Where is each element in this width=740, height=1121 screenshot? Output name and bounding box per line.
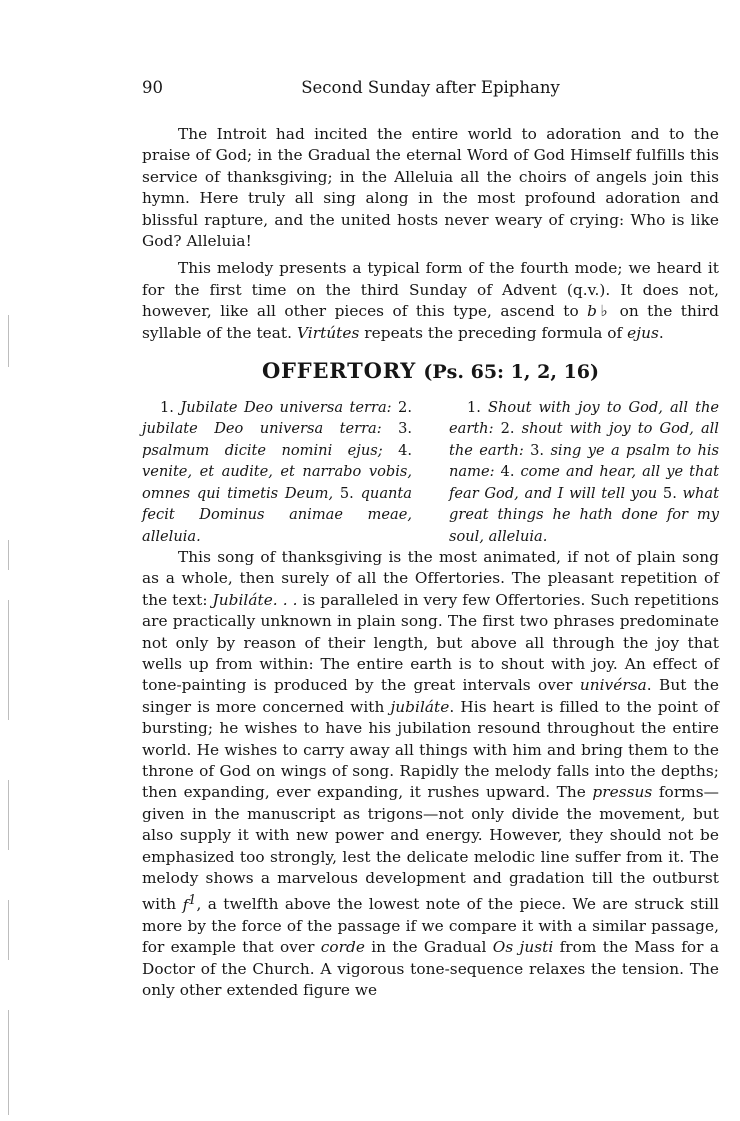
book-page [142,78,719,1002]
offertory-text-columns [142,397,719,547]
intro-section [142,124,719,344]
universa-term: univérsa [579,676,647,695]
offertory-heading [142,358,719,385]
pressus-term: pressus [592,783,653,802]
running-head [142,78,719,104]
margin-mark [8,315,9,367]
verse-number: 3. [398,420,412,438]
verse-number: 2. [500,420,522,438]
ejus-term: ejus [627,323,659,342]
verse-number: 5. [662,484,683,502]
margin-mark [8,600,9,720]
jubilate-term: Jubiláte. . . [212,590,298,609]
os-justi-term: Os justi [492,938,554,957]
verse-text: jubilate Deo universa terra: [142,420,399,438]
verse-text: Shout with joy to God, all the earth: [449,399,719,438]
margin-mark [8,780,9,850]
latin-text [142,397,412,547]
verse-number: 4. [500,463,521,481]
note-f1: $f^1$ [182,892,197,914]
running-title: Second Sunday after Epiphany [301,78,560,97]
paragraph-melody-mode: This melody presents a typical form of the fourth mode; we heard it for the first time on the third Sunday of Advent (q.v.). It does not, however, like all other pieces of this type, ascend to b♭ on the third syllable of the teat. Virtútes repeats the preceding formula of ejus. [142,259,719,342]
english-translation [449,397,719,547]
verse-text: what great things he hath done for my soul, alleluia. [449,484,719,545]
verse-number: 5. [339,484,361,502]
verse-text: sing ye a psalm to his name: [449,441,719,481]
verse-number: 1. [160,399,181,417]
page-number: 90 [142,78,163,97]
verse-number: 4. [398,441,412,459]
paragraph-introit-gradual: The Introit had incited the entire world to adoration and to the praise of God; in the Gradual the eternal Word of God Himself fulfills this service of thanksgiving; in the Alleluia all the choirs of angels join this hymn. Here truly all sing along in the most profound adoration and blissful rapture, and the united hosts never weary of crying: Who is like God? Alleluia! [142,125,719,251]
margin-mark [8,900,9,960]
corde-term: corde [320,938,365,957]
verse-text: venite, et audite, et narrabo vobis, omnes qui timetis Deum, [142,463,412,502]
paragraph-offertory-commentary: This song of thanksgiving is the most animated, if not of plain song as a whole, then surely of all the Offertories. The pleasant repetition of the text: Jubiláte. . . is paralleled in very few Offertories. Such repetitions are practically unknown in plain song. The first two phrases predominate not only by reason of their length, but above all through the joy that wells up from within: The entire earth is to shout with joy. An effect of tone-painting is produced by the great intervals over univérsa. But the singer is more concerned with jubiláte. His heart is filled to the point of bursting; he wishes to have his jubilation resound throughout the entire world. He wishes to carry away all things with him and bring them to the throne of God on wings of song. Rapidly the melody falls into the depths; then expanding, ever expanding, it rushes upward. The pressus forms—given in the manuscript as trigons—not only divide the movement, but also supply it with new power and energy. However, they should not be emphasized too strongly, lest the delicate melodic line suffer from it. The melody shows a marvelous development and gradation till the outburst with $f^1$, a twelfth above the lowest note of the piece. We are struck still more by the force of the passage if we compare it with a similar passage, for example that over corde in the Gradual Os justi from the Mass for a Doctor of the Church. A vigorous tone-sequence relaxes the tension. The only other extended figure we [142,547,720,1000]
verse-text: come and hear, all ye that fear God, and I will tell you [449,463,719,502]
verse-text: shout with joy to God, all the earth: [449,420,719,459]
verse-text: Jubilate Deo universa terra: [180,399,399,417]
verse-text: quanta fecit Dominus animae meae, alleluia. [142,484,412,545]
jubilate-term: jubiláte [390,697,450,716]
verse-number: 2. [398,399,412,417]
verse-text: psalmum dicite nomini ejus; [142,441,399,459]
margin-mark [8,1010,9,1115]
virtutes-term: Virtútes [296,323,360,342]
b-flat-note: b♭ [587,302,612,321]
verse-number: 1. [467,399,489,417]
margin-mark [8,540,9,570]
verse-number: 3. [530,441,551,459]
psalm-reference: (Ps. 65: 1, 2, 16) [423,361,600,384]
offertory-title: OFFERTORY [261,358,417,384]
